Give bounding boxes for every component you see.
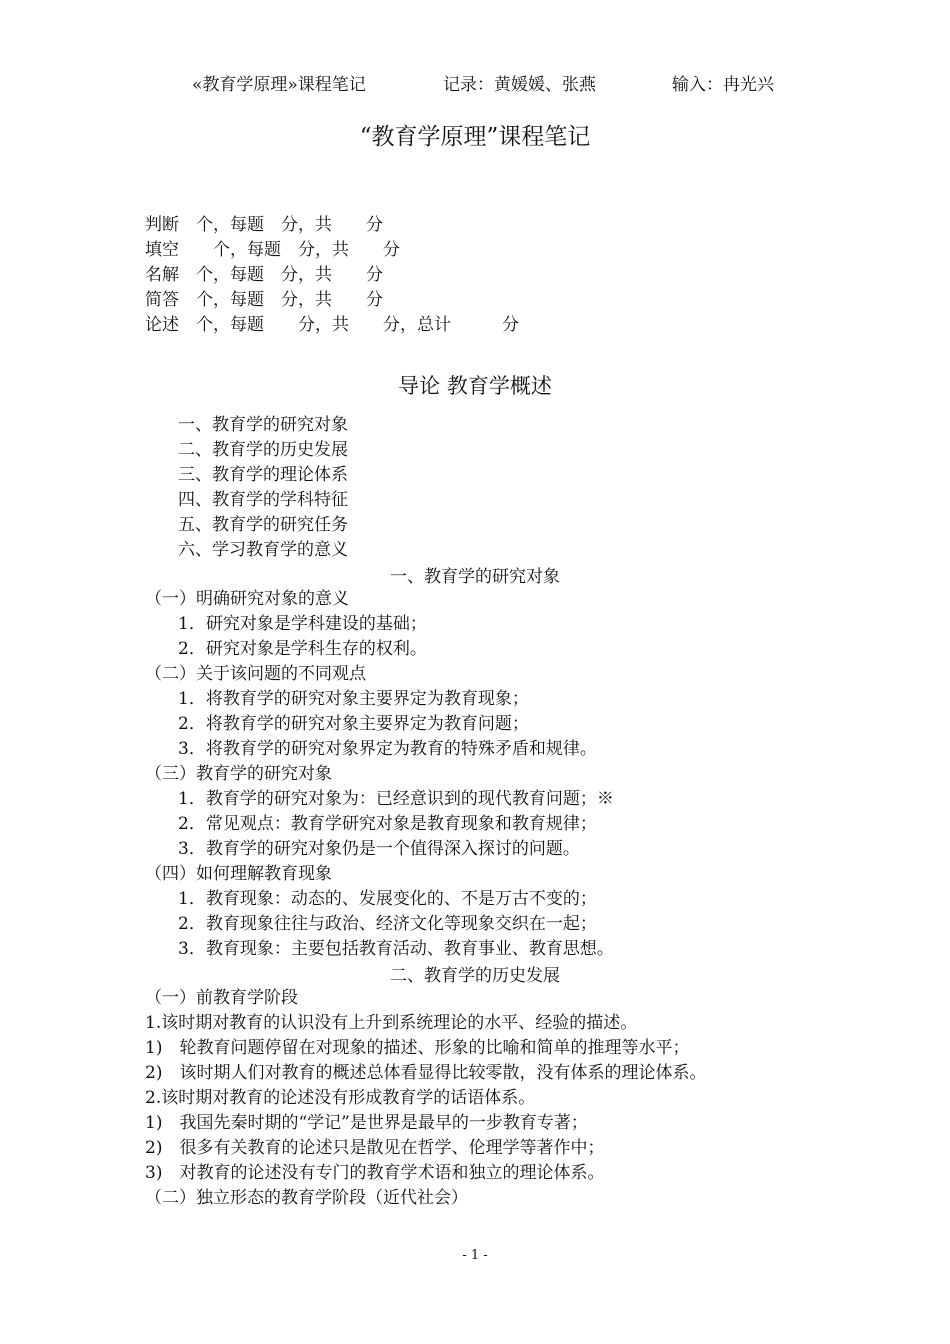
outline-item: 一、教育学的研究对象	[178, 415, 348, 435]
chapter-title: 导论 教育学概述	[398, 374, 552, 398]
score-line-term: 名解 个，每题 分，共 分	[145, 265, 383, 285]
header-input: 输入：冉光兴	[672, 75, 774, 95]
list-item: 1) 我国先秦时期的“学记”是世界是最早的一步教育专著；	[145, 1113, 588, 1133]
section1-sub4: （四）如何理解教育现象	[145, 864, 332, 884]
section1-heading: 一、教育学的研究对象	[390, 567, 560, 587]
section2-point1: 1.该时期对教育的认识没有上升到系统理论的水平、经验的描述。	[145, 1013, 638, 1033]
section1-sub1: （一）明确研究对象的意义	[145, 589, 349, 609]
outline-item: 六、学习教育学的意义	[178, 540, 348, 560]
section2-point2: 2.该时期对教育的论述没有形成教育学的话语体系。	[145, 1088, 536, 1108]
list-item: 3) 对教育的论述没有专门的教育学术语和独立的理论体系。	[145, 1163, 605, 1183]
list-item: 1．将教育学的研究对象主要界定为教育现象；	[178, 689, 529, 709]
list-item: 1．教育学的研究对象为：已经意识到的现代教育问题；※	[178, 789, 614, 809]
list-item: 1．研究对象是学科建设的基础；	[178, 614, 427, 634]
outline-item: 三、教育学的理论体系	[178, 465, 348, 485]
page-title: “教育学原理”课程笔记	[359, 124, 591, 150]
score-line-short: 简答 个，每题 分，共 分	[145, 290, 383, 310]
page-number: - 1 -	[462, 1248, 488, 1263]
section2-sub2: （二）独立形态的教育学阶段（近代社会）	[145, 1188, 468, 1208]
list-item: 3．将教育学的研究对象界定为教育的特殊矛盾和规律。	[178, 739, 597, 759]
list-item: 2．将教育学的研究对象主要界定为教育问题；	[178, 714, 529, 734]
score-line-judge: 判断 个，每题 分，共 分	[145, 215, 383, 235]
list-item: 2．研究对象是学科生存的权利。	[178, 639, 427, 659]
score-line-fill: 填空 个，每题 分，共 分	[145, 240, 400, 260]
list-item: 1) 轮教育问题停留在对现象的描述、形象的比喻和简单的推理等水平；	[145, 1038, 690, 1058]
list-item: 3．教育学的研究对象仍是一个值得深入探讨的问题。	[178, 839, 580, 859]
section1-sub2: （二）关于该问题的不同观点	[145, 664, 366, 684]
section2-sub1: （一）前教育学阶段	[145, 988, 298, 1008]
list-item: 2．常见观点：教育学研究对象是教育现象和教育规律；	[178, 814, 597, 834]
list-item: 3．教育现象：主要包括教育活动、教育事业、教育思想。	[178, 939, 614, 959]
section1-sub3: （三）教育学的研究对象	[145, 764, 332, 784]
section2-heading: 二、教育学的历史发展	[390, 966, 560, 986]
outline-item: 二、教育学的历史发展	[178, 440, 348, 460]
header-course: «教育学原理»课程笔记	[192, 75, 366, 95]
list-item: 2) 很多有关教育的论述只是散见在哲学、伦理学等著作中；	[145, 1138, 605, 1158]
score-line-essay: 论述 个，每题 分，共 分，总计 分	[145, 315, 519, 335]
outline-item: 五、教育学的研究任务	[178, 515, 348, 535]
list-item: 2．教育现象往往与政治、经济文化等现象交织在一起；	[178, 914, 597, 934]
list-item: 2) 该时期人们对教育的概述总体看显得比较零散，没有体系的理论体系。	[145, 1063, 707, 1083]
list-item: 1．教育现象：动态的、发展变化的、不是万古不变的；	[178, 889, 597, 909]
header-recorder: 记录：黄媛媛、张燕	[443, 75, 596, 95]
outline-item: 四、教育学的学科特征	[178, 490, 348, 510]
